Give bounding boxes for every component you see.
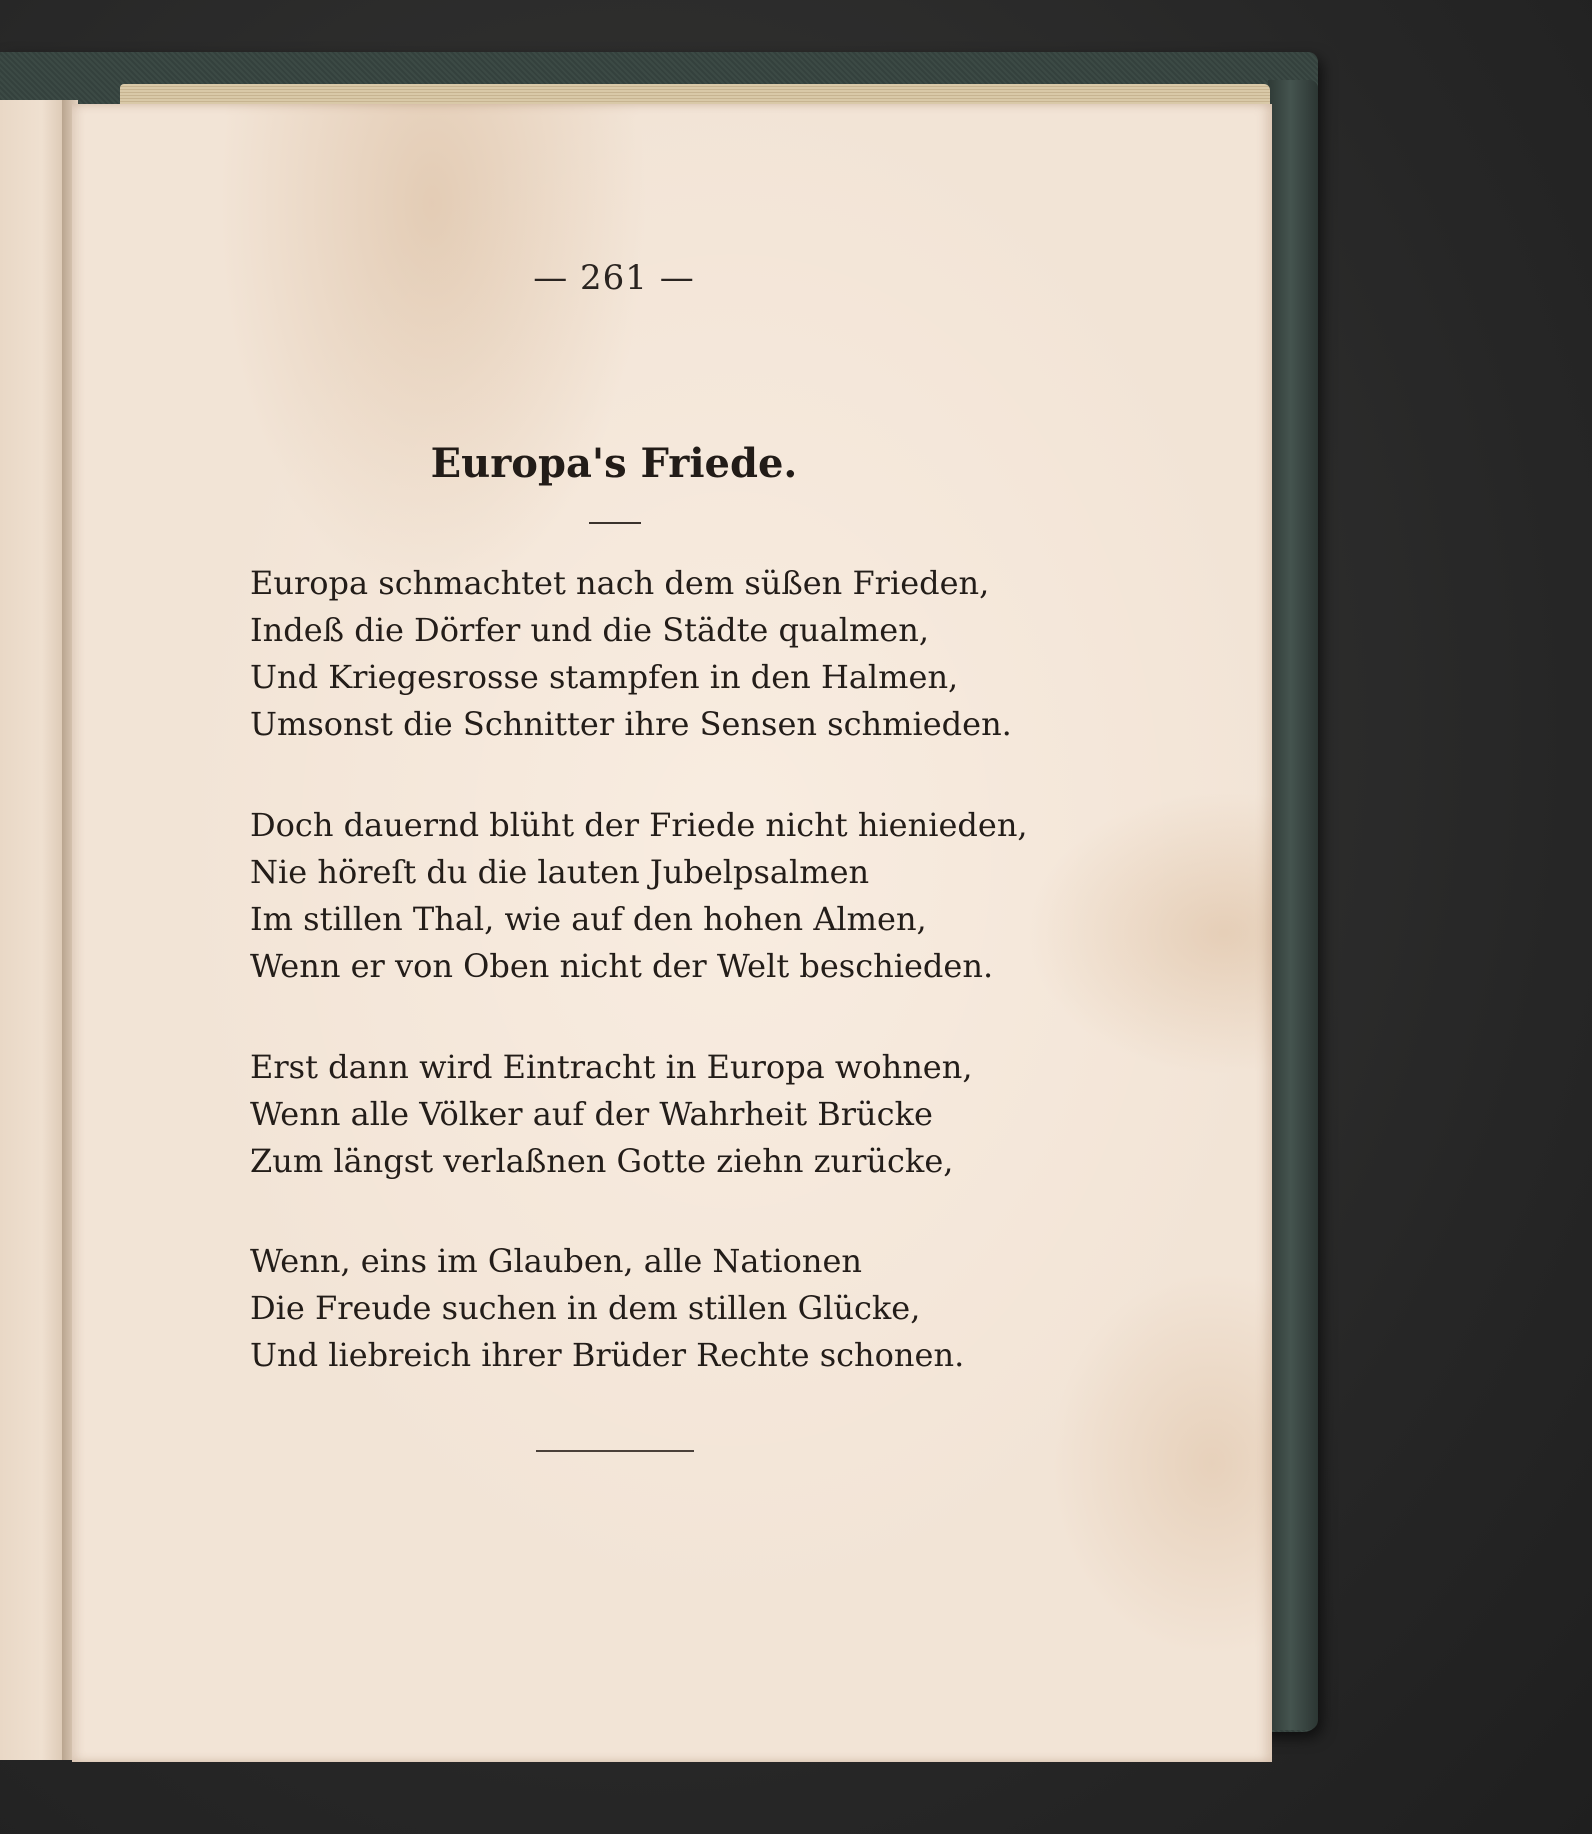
poem-line: Die Freude suchen in dem stillen Glücke, [250, 1289, 921, 1327]
poem-line: Im stillen Thal, wie auf den hohen Almen, [250, 900, 927, 938]
poem-line: Nie höreſt du die lauten Jubelpsalmen [250, 853, 870, 891]
book-cover-edge [1268, 80, 1318, 1730]
poem-line: Umsonst die Schnitter ihre Sensen schmieden. [250, 705, 1012, 743]
poem-line: Indeß die Dörfer und die Städte qualmen, [250, 611, 929, 649]
poem-line: Und Kriegesrosse stampfen in den Halmen, [250, 658, 959, 696]
stanza-4 [250, 1238, 964, 1379]
stanza-3 [250, 1044, 973, 1185]
poem-line: Europa schmachtet nach dem süßen Frieden, [250, 564, 990, 602]
poem-line: Wenn alle Völker auf der Wahrheit Brücke [250, 1095, 933, 1133]
title-divider [589, 522, 641, 524]
stanza-1 [250, 560, 1012, 748]
poem-line: Und liebreich ihrer Brüder Rechte schonen. [250, 1336, 965, 1374]
poem-line: Doch dauernd blüht der Friede nicht hienieden, [250, 806, 1028, 844]
end-divider [536, 1450, 694, 1452]
poem-line: Erst dann wird Eintracht in Europa wohnen, [250, 1048, 973, 1086]
left-facing-page [0, 100, 70, 1760]
poem-title: Europa's Friede. [430, 440, 798, 487]
poem-line: Zum längst verlaßnen Gotte ziehn zurücke, [250, 1142, 954, 1180]
poem-line: Wenn er von Oben nicht der Welt beschieden. [250, 947, 994, 985]
page-number: — 261 — [533, 258, 695, 298]
poem-line: Wenn, eins im Glauben, alle Nationen [250, 1242, 863, 1280]
stanza-2 [250, 802, 1028, 990]
